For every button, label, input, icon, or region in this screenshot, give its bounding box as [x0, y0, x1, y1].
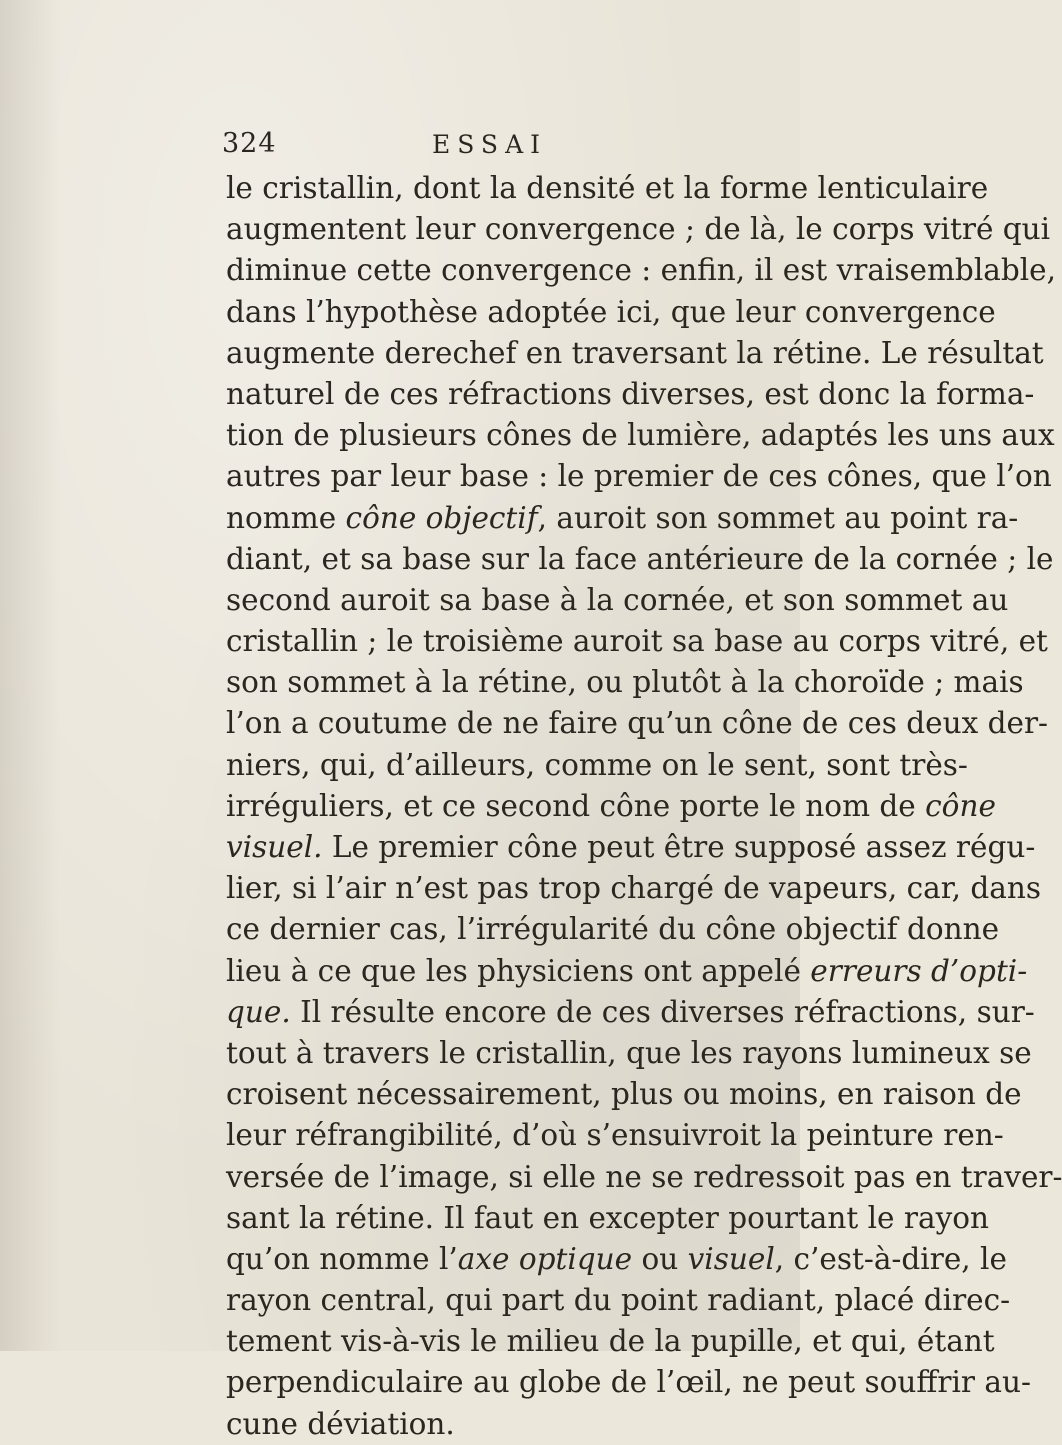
page-number: 324: [222, 128, 277, 159]
line-text: croisent nécessairement, plus ou moins, en raison de: [226, 1077, 1022, 1112]
line-text: , c’est-à-dire, le: [774, 1241, 1007, 1276]
line-text: niers, qui, d’ailleurs, comme on le sent, sont très-: [226, 747, 968, 782]
text-line: [226, 250, 1056, 291]
text-line: [226, 992, 1035, 1033]
line-text: cristallin ; le troisième auroit sa base au corps vitré, et: [226, 624, 1048, 659]
text-line: [226, 951, 1028, 992]
line-text: Il résulte encore de ces diverses réfractions, sur-: [290, 994, 1035, 1029]
line-text: augmentent leur convergence ; de là, le corps vitré qui: [226, 212, 1051, 247]
text-line: [226, 662, 1024, 703]
line-text: rayon central, qui part du point radiant, placé direc-: [226, 1283, 1011, 1318]
text-line: [226, 621, 1048, 662]
italic-term: que.: [226, 994, 291, 1029]
text-line: [226, 168, 989, 209]
italic-term: visuel.: [226, 830, 323, 864]
line-text: perpendiculaire au globe de l’œil, ne peut souffrir au-: [226, 1365, 1031, 1400]
line-text: autres par leur base : le premier de ces cônes, que l’on: [226, 459, 1052, 494]
text-line: [226, 1362, 1031, 1403]
line-text: diant, et sa base sur la face antérieure de la cornée ; le: [226, 541, 1054, 576]
text-line: [226, 745, 968, 786]
running-title: ESSAI: [432, 130, 547, 159]
page-header: [222, 128, 782, 168]
italic-term: visuel: [687, 1241, 775, 1276]
text-line: [226, 1198, 990, 1239]
line-text: tout à travers le cristallin, que les rayons lumineux se: [226, 1035, 1032, 1070]
line-text: ou: [632, 1241, 688, 1276]
text-line: [226, 1157, 1062, 1198]
line-text: Le premier cône peut être supposé assez régu-: [322, 830, 1036, 864]
line-text: second auroit sa base à la cornée, et son sommet au: [226, 582, 1009, 617]
line-text: irréguliers, et ce second cône porte le nom de: [226, 788, 926, 823]
text-line: [226, 415, 1055, 456]
line-text: leur réfrangibilité, d’où s’ensuivroit la peinture ren-: [226, 1118, 1004, 1153]
italic-term: erreurs d’opti-: [810, 953, 1028, 988]
text-line: [226, 1074, 1022, 1115]
line-text: ce dernier cas, l’irrégularité du cône objectif donne: [226, 912, 1000, 947]
italic-term: cône: [925, 788, 996, 823]
text-line: [226, 868, 1041, 909]
text-line: [226, 1033, 1032, 1074]
text-line: [226, 1115, 1004, 1156]
text-line: [226, 498, 1019, 539]
line-text: naturel de ces réfractions diverses, est donc la forma-: [226, 376, 1035, 411]
body-text: [226, 168, 1062, 1445]
line-text: qu’on nomme l’: [226, 1241, 458, 1276]
text-line: [226, 786, 996, 827]
text-line: [226, 292, 996, 333]
text-line: [226, 209, 1051, 250]
line-text: cune déviation.: [226, 1406, 455, 1441]
line-text: tement vis-à-vis le milieu de la pupille, et qui, étant: [226, 1324, 995, 1359]
text-line: [226, 909, 1000, 950]
line-text: sant la rétine. Il faut en excepter pourtant le rayon: [226, 1200, 990, 1235]
page-edge-shadow: [0, 0, 60, 1351]
line-text: l’on a coutume de ne faire qu’un cône de ces deux der-: [226, 706, 1049, 741]
italic-term: axe optique: [457, 1241, 633, 1276]
text-line: [226, 374, 1035, 415]
text-line: [226, 827, 1036, 868]
text-line: [226, 539, 1054, 580]
line-text: son sommet à la rétine, ou plutôt à la choroïde ; mais: [226, 665, 1024, 700]
text-line: [226, 1280, 1011, 1321]
line-text: dans l’hypothèse adoptée ici, que leur convergence: [226, 294, 996, 329]
text-line: [226, 703, 1049, 744]
line-text: lier, si l’air n’est pas trop chargé de vapeurs, car, dans: [226, 871, 1041, 906]
text-line: [226, 456, 1052, 497]
line-text: diminue cette convergence : enfin, il est vraisemblable,: [226, 253, 1056, 288]
text-line: [226, 580, 1009, 621]
line-text: nomme: [226, 500, 346, 535]
italic-term: cône objectif: [345, 500, 538, 535]
line-text: le cristallin, dont la densité et la forme lenticulaire: [226, 171, 989, 205]
line-text: versée de l’image, si elle ne se redressoit pas en traver-: [226, 1159, 1062, 1194]
line-text: tion de plusieurs cônes de lumière, adaptés les uns aux: [226, 418, 1055, 453]
text-line: [226, 1404, 786, 1445]
line-text: lieu à ce que les physiciens ont appelé: [226, 953, 811, 988]
line-text: augmente derechef en traversant la rétine. Le résultat: [226, 335, 1044, 370]
text-line: [226, 333, 1044, 374]
text-line: [226, 1239, 1007, 1280]
line-text: , auroit son sommet au point ra-: [537, 500, 1019, 535]
text-line: [226, 1321, 995, 1362]
